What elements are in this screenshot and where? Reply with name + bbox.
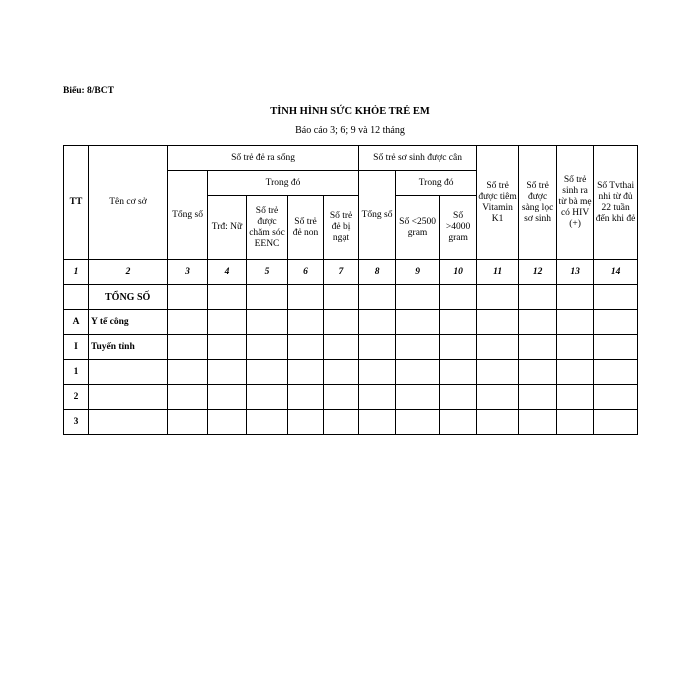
data-cell[interactable] [247, 310, 288, 335]
data-cell[interactable] [594, 285, 638, 310]
header-tt: TT [64, 146, 89, 260]
table-row [64, 410, 638, 435]
data-cell[interactable] [288, 410, 324, 435]
data-cell[interactable] [594, 335, 638, 360]
header-eenc: Số trẻ được chăm sóc EENC [247, 196, 288, 260]
header-vitamin-k1: Số trẻ được tiêm Vitamin K1 [477, 146, 519, 260]
data-cell[interactable] [594, 410, 638, 435]
header-live-births-group: Số trẻ đẻ ra sống [168, 146, 359, 171]
column-number: 3 [168, 260, 208, 285]
data-cell[interactable] [519, 335, 557, 360]
data-cell[interactable] [324, 285, 359, 310]
data-cell[interactable] [557, 310, 594, 335]
row-tt [64, 285, 89, 310]
row-tt: I [64, 335, 89, 360]
header-live-births-total: Tổng số [168, 171, 208, 260]
data-cell[interactable] [396, 410, 440, 435]
data-cell[interactable] [557, 360, 594, 385]
data-cell[interactable] [396, 360, 440, 385]
column-number: 11 [477, 260, 519, 285]
data-cell[interactable] [519, 310, 557, 335]
data-cell[interactable] [208, 335, 247, 360]
data-cell[interactable] [557, 335, 594, 360]
column-number: 13 [557, 260, 594, 285]
row-tt: A [64, 310, 89, 335]
data-cell[interactable] [477, 385, 519, 410]
table-row [64, 385, 638, 410]
data-cell[interactable] [359, 360, 396, 385]
data-cell[interactable] [359, 385, 396, 410]
header-screening: Số trẻ được sàng lọc sơ sinh [519, 146, 557, 260]
data-cell[interactable] [247, 360, 288, 385]
data-cell[interactable] [168, 310, 208, 335]
column-number: 1 [64, 260, 89, 285]
header-asphyxia: Số trẻ đẻ bị ngạt [324, 196, 359, 260]
data-cell[interactable] [208, 385, 247, 410]
column-number: 9 [396, 260, 440, 285]
data-cell[interactable] [557, 410, 594, 435]
data-cell[interactable] [519, 360, 557, 385]
column-number: 8 [359, 260, 396, 285]
data-cell[interactable] [208, 410, 247, 435]
table-row-total [64, 285, 638, 310]
column-number: 2 [89, 260, 168, 285]
report-subtitle: Báo cáo 3; 6; 9 và 12 tháng [295, 125, 405, 136]
column-number: 7 [324, 260, 359, 285]
data-cell[interactable] [288, 335, 324, 360]
data-cell[interactable] [208, 285, 247, 310]
column-number: 5 [247, 260, 288, 285]
data-cell[interactable] [477, 285, 519, 310]
data-cell[interactable] [324, 310, 359, 335]
data-cell[interactable] [324, 410, 359, 435]
data-cell[interactable] [247, 285, 288, 310]
row-name[interactable] [89, 385, 168, 410]
header-hiv-mother: Số trẻ sinh ra từ bà mẹ có HIV (+) [557, 146, 594, 260]
data-cell[interactable] [208, 360, 247, 385]
data-cell[interactable] [594, 385, 638, 410]
data-cell[interactable] [557, 385, 594, 410]
data-cell[interactable] [324, 385, 359, 410]
data-cell[interactable] [519, 285, 557, 310]
row-name: Y tế công [89, 310, 168, 335]
header-weighed-total: Tổng số [359, 171, 396, 260]
header-facility-name: Tên cơ sở [89, 146, 168, 260]
data-cell[interactable] [168, 335, 208, 360]
data-cell[interactable] [519, 410, 557, 435]
data-cell[interactable] [247, 385, 288, 410]
data-cell[interactable] [477, 335, 519, 360]
data-cell[interactable] [396, 385, 440, 410]
row-name[interactable] [89, 410, 168, 435]
data-cell[interactable] [440, 410, 477, 435]
row-tt: 2 [64, 385, 89, 410]
header-weighed-of-which: Trong đó [396, 171, 477, 196]
data-cell[interactable] [557, 285, 594, 310]
data-cell[interactable] [396, 310, 440, 335]
data-cell[interactable] [288, 310, 324, 335]
data-cell[interactable] [359, 335, 396, 360]
row-tt: 1 [64, 360, 89, 385]
table-row-public-health [64, 310, 638, 335]
data-cell[interactable] [168, 285, 208, 310]
data-cell[interactable] [168, 410, 208, 435]
header-premature: Số trẻ đẻ non [288, 196, 324, 260]
data-cell[interactable] [359, 285, 396, 310]
column-number: 6 [288, 260, 324, 285]
header-under-2500: Số <2500 gram [396, 196, 440, 260]
data-cell[interactable] [288, 360, 324, 385]
header-over-4000: Số >4000 gram [440, 196, 477, 260]
data-cell[interactable] [247, 335, 288, 360]
data-cell[interactable] [324, 360, 359, 385]
child-health-report-table [63, 145, 638, 435]
data-cell[interactable] [440, 360, 477, 385]
data-cell[interactable] [396, 285, 440, 310]
data-cell[interactable] [208, 310, 247, 335]
data-cell[interactable] [440, 310, 477, 335]
data-cell[interactable] [440, 335, 477, 360]
data-cell[interactable] [519, 385, 557, 410]
data-cell[interactable] [594, 360, 638, 385]
column-number-row [64, 260, 638, 285]
data-cell[interactable] [477, 310, 519, 335]
row-name: Tuyến tỉnh [89, 335, 168, 360]
column-number: 12 [519, 260, 557, 285]
data-cell[interactable] [168, 360, 208, 385]
form-code: Biểu: 8/BCT [63, 86, 114, 96]
data-cell[interactable] [288, 385, 324, 410]
header-weighed-group: Số trẻ sơ sinh được cân [359, 146, 477, 171]
row-tt: 3 [64, 410, 89, 435]
data-cell[interactable] [247, 410, 288, 435]
data-cell[interactable] [168, 385, 208, 410]
data-cell[interactable] [396, 335, 440, 360]
data-cell[interactable] [288, 285, 324, 310]
data-cell[interactable] [359, 410, 396, 435]
row-name: TỔNG SỐ [89, 285, 168, 310]
report-title: TÌNH HÌNH SỨC KHỎE TRẺ EM [270, 106, 430, 117]
header-fetal-deaths: Số Tvthai nhi từ đủ 22 tuần đến khi đẻ [594, 146, 638, 260]
header-live-births-of-which: Trong đó [208, 171, 359, 196]
data-cell[interactable] [477, 410, 519, 435]
data-cell[interactable] [324, 335, 359, 360]
data-cell[interactable] [440, 285, 477, 310]
column-number: 4 [208, 260, 247, 285]
data-cell[interactable] [440, 385, 477, 410]
row-name[interactable] [89, 360, 168, 385]
data-cell[interactable] [477, 360, 519, 385]
table-row-provincial [64, 335, 638, 360]
column-number: 10 [440, 260, 477, 285]
data-cell[interactable] [594, 310, 638, 335]
data-cell[interactable] [359, 310, 396, 335]
header-girls: Trđ: Nữ [208, 196, 247, 260]
table-row [64, 360, 638, 385]
column-number: 14 [594, 260, 638, 285]
